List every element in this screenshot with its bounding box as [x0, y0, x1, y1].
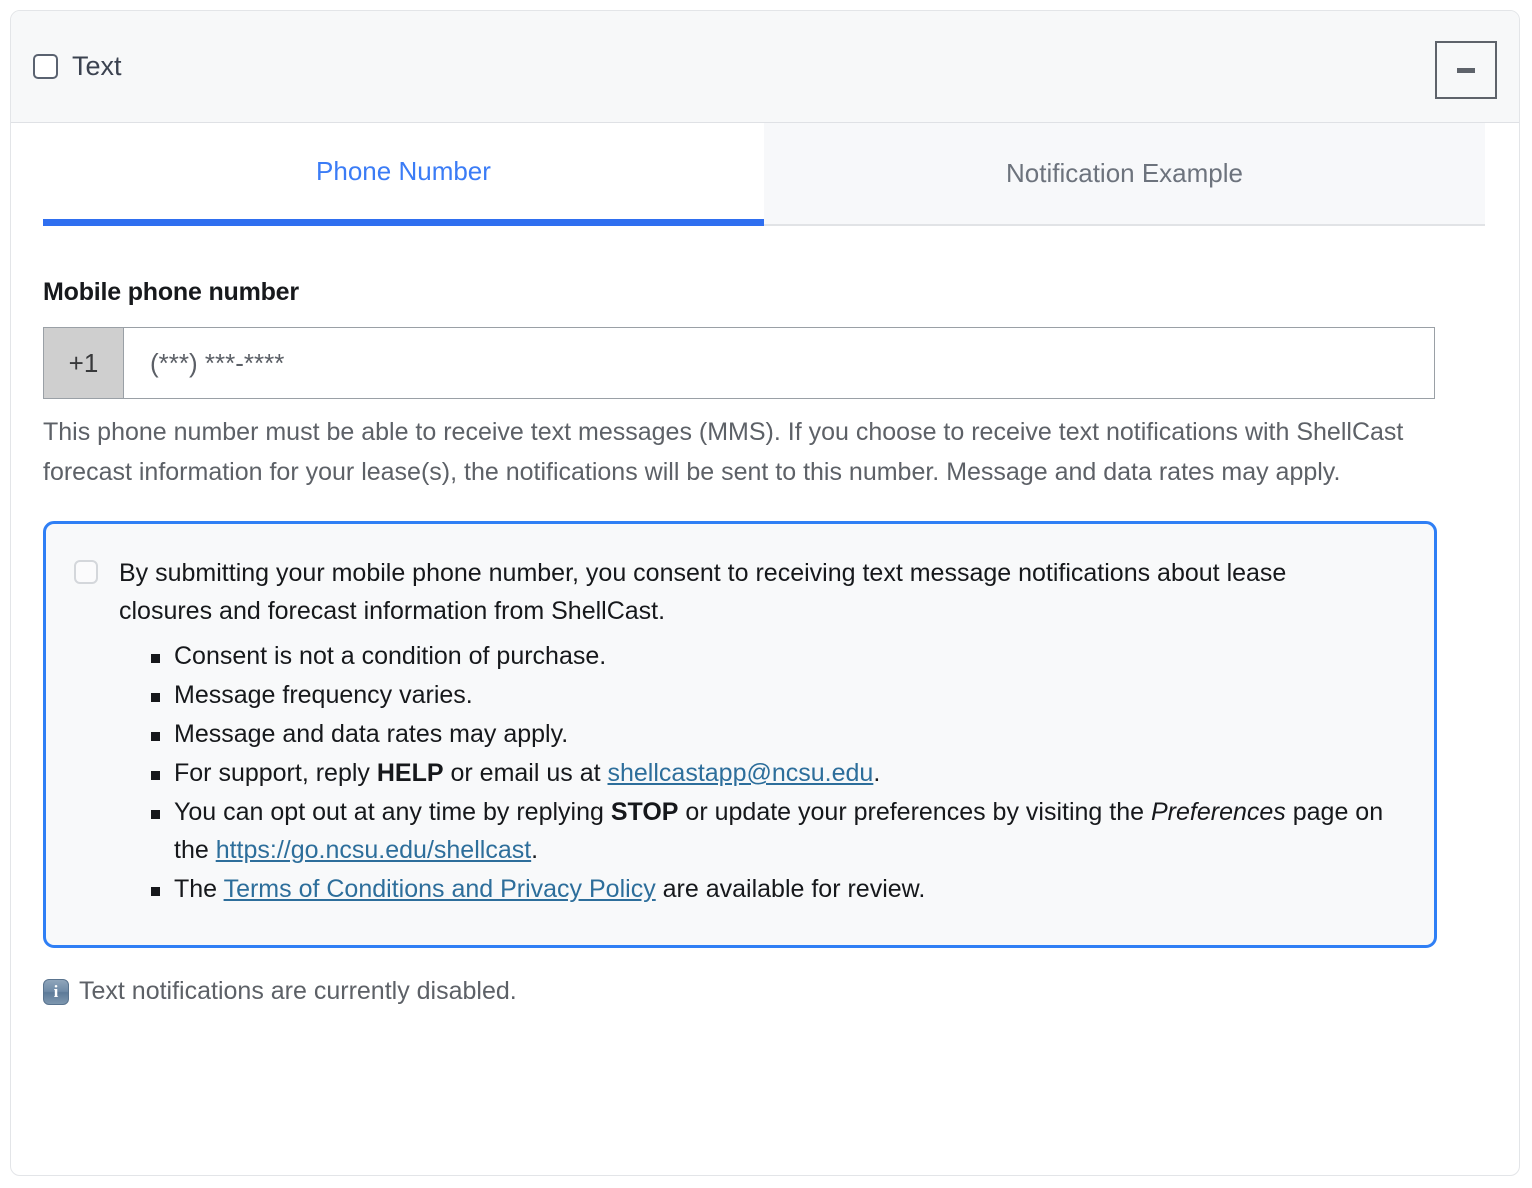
consent-stop-keyword: STOP — [610, 798, 679, 826]
text-enable-checkbox[interactable] — [33, 54, 58, 79]
card-header — [11, 11, 1519, 123]
list-item — [174, 870, 1406, 909]
shellcast-url-link[interactable]: https://go.ncsu.edu/shellcast — [215, 836, 532, 864]
tab-bar — [11, 123, 1519, 226]
consent-bullet-5-post: . — [531, 836, 539, 864]
consent-intro-text: By submitting your mobile phone number, you consent to receiving text message notifications about lease closures and forecast information from ShellCast. — [119, 559, 1287, 625]
consent-bullet-5-mid: or update your preferences by visiting the — [678, 798, 1151, 826]
consent-help-keyword: HELP — [376, 759, 444, 787]
consent-bullet-4-mid: or email us at — [443, 759, 608, 787]
phone-input-group — [43, 327, 1435, 399]
status-message: Text notifications are currently disabled. — [79, 977, 517, 1005]
mobile-phone-number-label: Mobile phone number — [43, 278, 299, 306]
consent-bullet-3: Message and data rates may apply. — [174, 720, 569, 748]
collapse-panel-button[interactable] — [1435, 41, 1497, 99]
minus-icon — [1457, 68, 1475, 73]
country-code-prefix: +1 — [43, 327, 124, 399]
consent-bullet-2: Message frequency varies. — [174, 681, 473, 709]
consent-bullet-5-mid2: page on the — [174, 798, 1384, 864]
tab-phone-number-label: Phone Number — [316, 155, 491, 186]
terms-and-privacy-link[interactable]: Terms of Conditions and Privacy Policy — [223, 875, 656, 903]
page-title: Text — [72, 51, 122, 81]
info-icon — [43, 979, 69, 1005]
tab-panel-phone-number — [11, 278, 1519, 1006]
list-item — [174, 715, 1406, 754]
tab-notification-example-label: Notification Example — [1006, 158, 1243, 188]
consent-bullet-5-pre: You can opt out at any time by replying — [174, 798, 611, 826]
consent-bullet-6-post: are available for review. — [655, 875, 926, 903]
list-item — [174, 754, 1406, 793]
header-left-group — [33, 53, 122, 80]
list-item — [174, 793, 1406, 870]
consent-checkbox[interactable] — [74, 560, 98, 584]
text-notifications-card — [10, 10, 1520, 1176]
consent-box — [43, 521, 1437, 948]
status-row — [43, 977, 1487, 1006]
consent-header — [74, 554, 1406, 630]
info-icon-glyph: i — [53, 982, 59, 1001]
support-email-link[interactable]: shellcastapp@ncsu.edu — [607, 759, 874, 787]
consent-bullet-6-pre: The — [174, 875, 224, 903]
tab-phone-number[interactable] — [43, 123, 764, 226]
consent-bullet-1: Consent is not a condition of purchase. — [174, 642, 607, 670]
consent-bullet-4-post: . — [873, 759, 881, 787]
consent-preferences-word: Preferences — [1150, 798, 1286, 826]
phone-help-text: This phone number must be able to receive text messages (MMS). If you choose to receive text notifications with ShellCast forecast information for your lease(s), the notifications will be sent to this number. Message and data rates may apply. — [43, 418, 1404, 486]
tab-notification-example[interactable] — [764, 123, 1485, 226]
list-item — [174, 676, 1406, 715]
consent-bullet-list — [74, 637, 1406, 909]
consent-bullet-4-pre: For support, reply — [174, 759, 377, 787]
mobile-phone-number-input[interactable] — [124, 327, 1435, 399]
list-item — [174, 637, 1406, 676]
